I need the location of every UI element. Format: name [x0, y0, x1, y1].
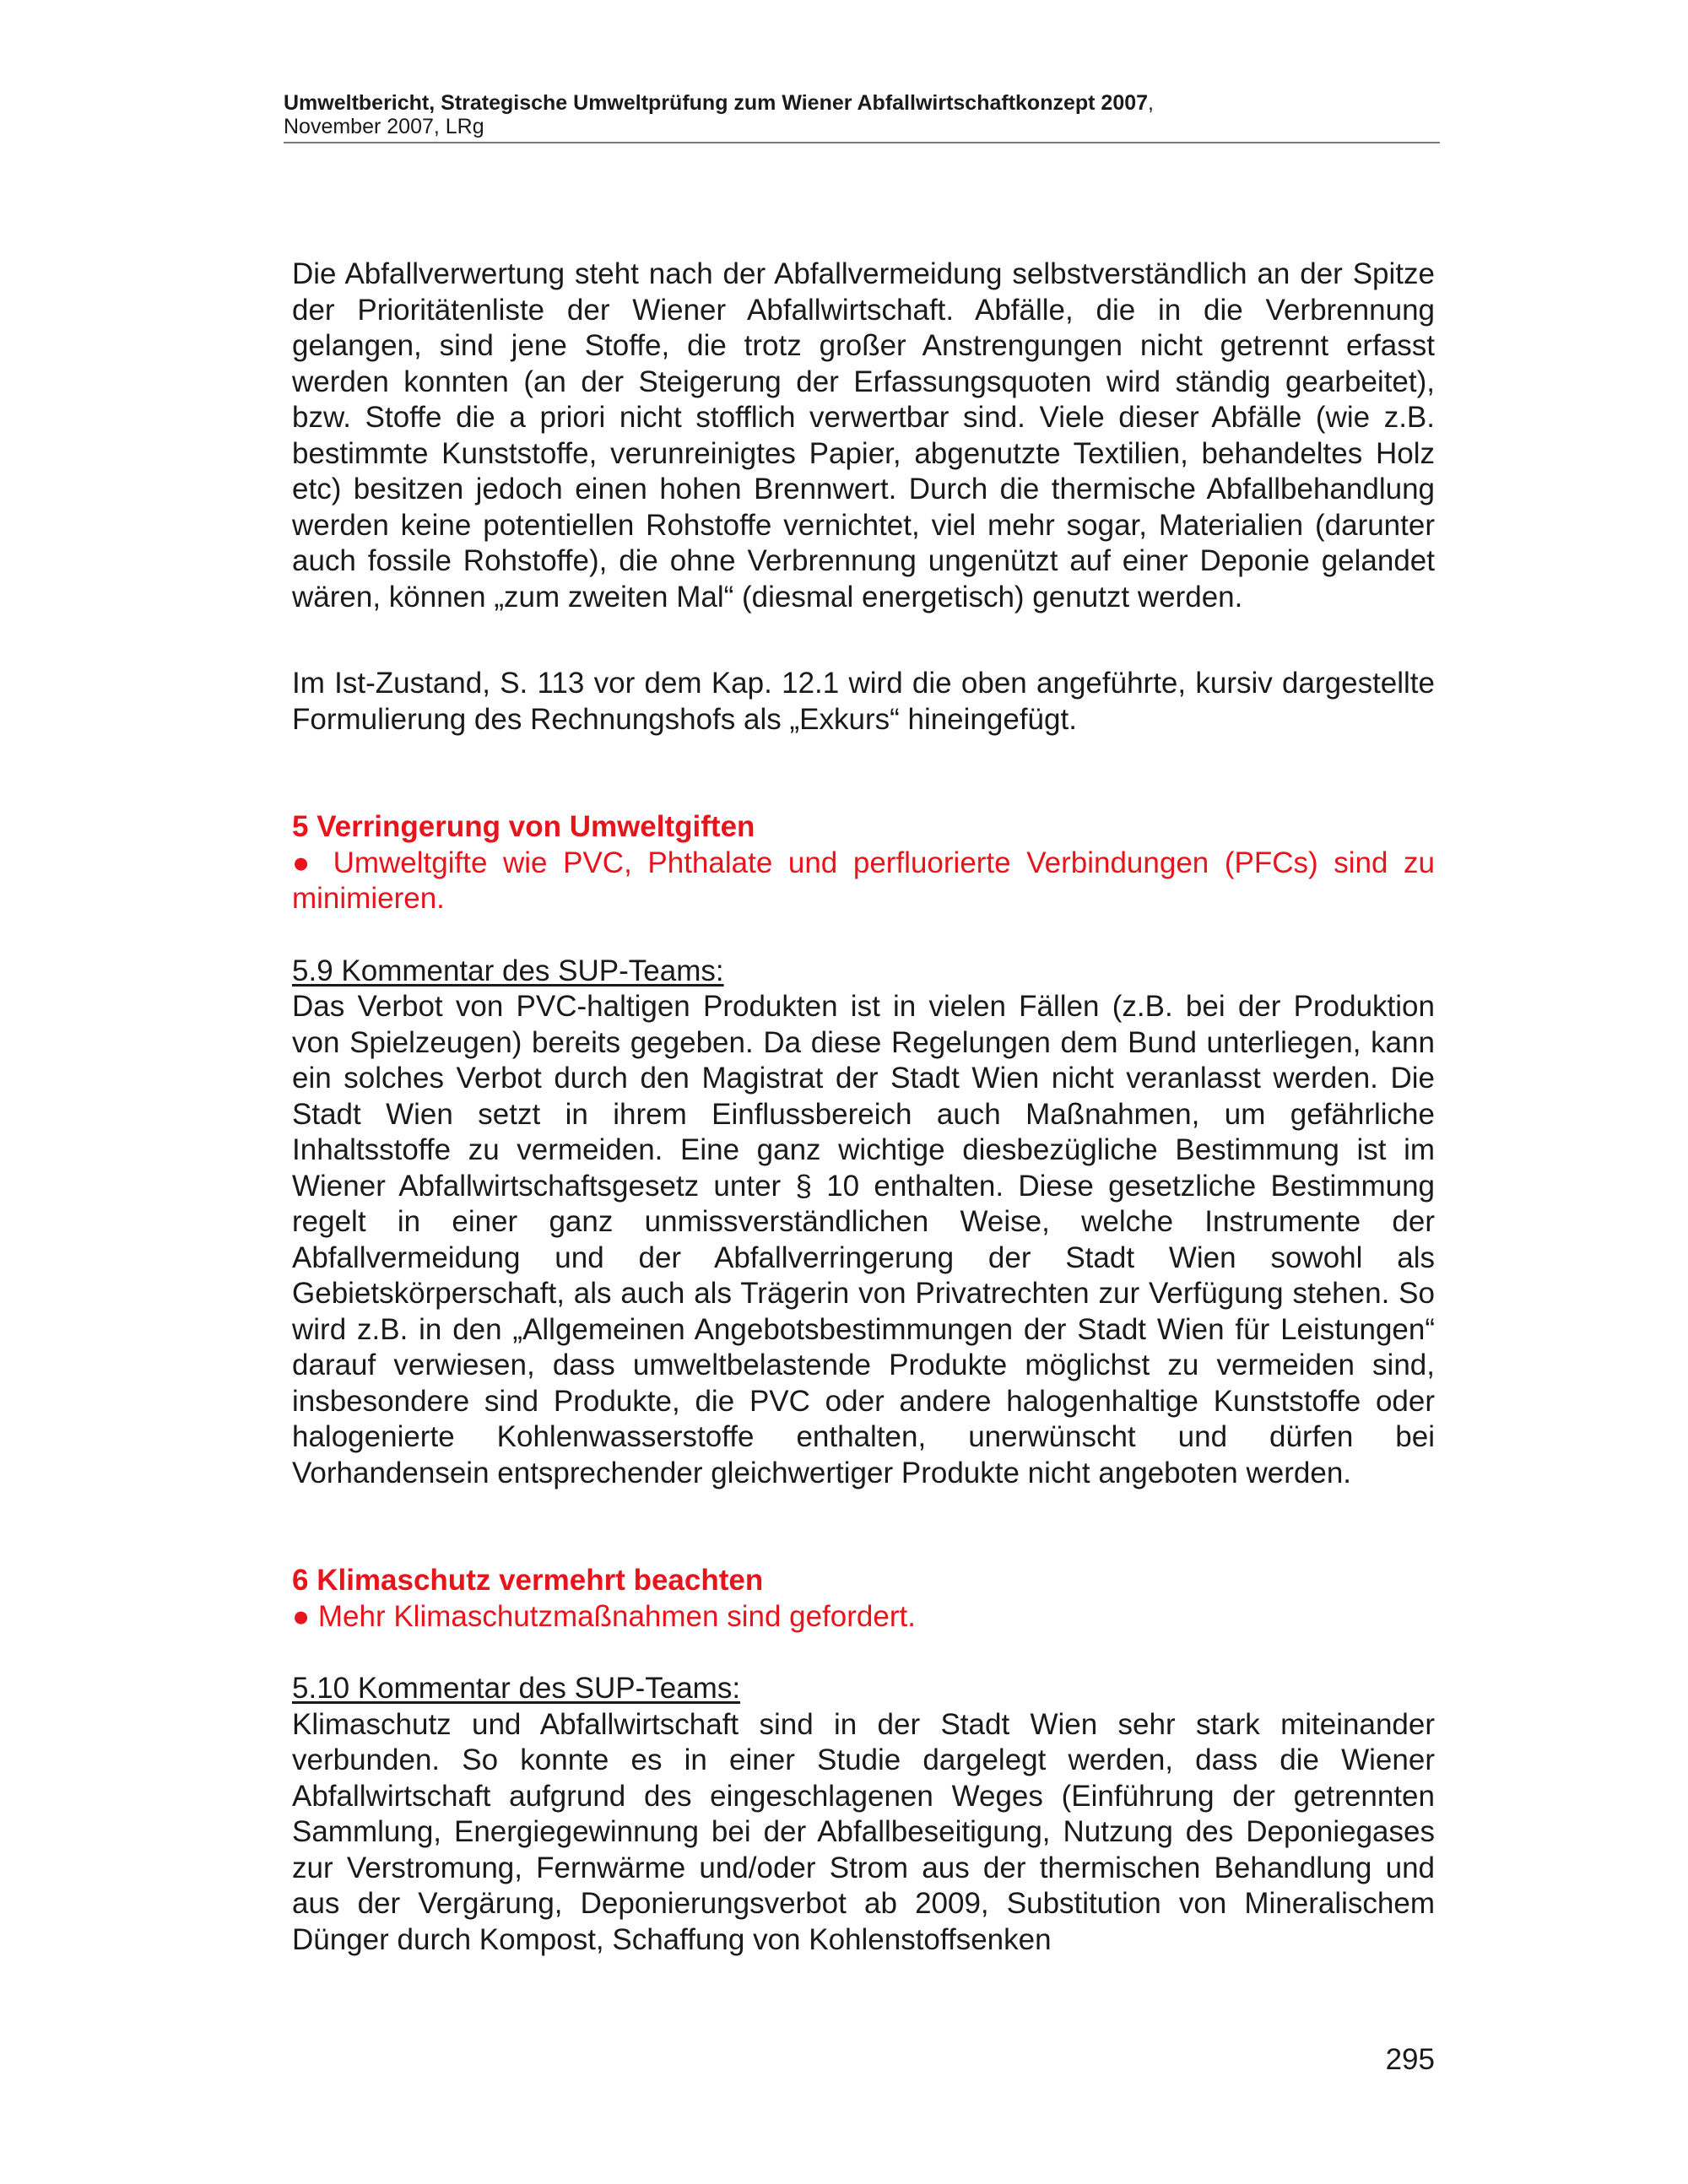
section-6-comment-heading: 5.10 Kommentar des SUP-Teams: — [292, 1672, 741, 1705]
section-5-comment-heading: 5.9 Kommentar des SUP-Teams: — [292, 954, 724, 987]
spacer — [292, 1491, 1435, 1563]
spacer — [292, 615, 1435, 666]
running-header — [284, 91, 1440, 143]
section-6-heading: 6 Klimaschutz vermehrt beachten — [292, 1564, 764, 1597]
section-5-heading: 5 Verringerung von Umweltgiften — [292, 810, 755, 843]
body-paragraph-ist-zustand: Im Ist-Zustand, S. 113 vor dem Kap. 12.1 wird die oben angeführte, kursiv dargestellte Formulierung des Rechnungshofs als „Exkurs“ hineingefügt. — [292, 667, 1435, 736]
spacer — [292, 917, 1435, 954]
body-paragraph-abfallverwertung: Die Abfallverwertung steht nach der Abfallvermeidung selbstverständlich an der Spitze der Prioritätenliste der Wiener Abfallwirtschaft. Abfälle, die in die Verbrennung gelangen, sind jene Stoffe, die trotz großer Anstrengungen nicht getrennt erfasst werden konnten (an der Steigerung der Erfassungsquoten wird ständig gearbeitet), bzw. Stoffe die a priori nicht stofflich verwertbar sind. Viele dieser Abfälle (wie z.B. bestimmte Kunststoffe, verunreinigtes Papier, abgenutzte Textilien, behandeltes Holz etc) besitzen jedoch einen hohen Brennwert. Durch die thermische Abfallbehandlung werden keine potentiellen Rohstoffe vernichtet, viel mehr sogar, Materialien (darunter auch fossile Rohstoffe), die ohne Verbrennung ungenützt auf einer Deponie gelandet wären, können „zum zweiten Mal“ (diesmal energetisch) genutzt werden. — [292, 257, 1435, 614]
section-5-bullet: ● Umweltgifte wie PVC, Phthalate und perfluorierte Verbindungen (PFCs) sind zu minimieren. — [292, 846, 1435, 915]
section-5 — [292, 809, 1435, 1491]
section-6-bullet: ● Mehr Klimaschutzmaßnahmen sind gefordert. — [292, 1599, 916, 1633]
spacer — [292, 738, 1435, 809]
page-body — [292, 257, 1435, 1958]
spacer — [292, 1635, 1435, 1671]
header-title-suffix: , — [1148, 91, 1154, 115]
page-number: 295 — [1385, 2043, 1435, 2076]
section-6-comment-text: Klimaschutz und Abfallwirtschaft sind in der Stadt Wien sehr stark miteinander verbunden. So konnte es in einer Studie dargelegt werden, dass die Wiener Abfallwirtschaft aufgrund des eingeschlagenen Weges (Einführung der getrennten Sammlung, Energiegewinnung bei der Abfallbeseitigung, Nutzung des Deponiegases zur Verstromung, Fernwärme und/oder Strom aus der thermischen Behandlung und aus der Vergärung, Deponierungsverbot ab 2009, Substitution von Mineralischem Dünger durch Kompost, Schaffung von Kohlenstoffsenken — [292, 1707, 1435, 1956]
header-title: Umweltbericht, Strategische Umweltprüfung zum Wiener Abfallwirtschaftkonzept 2007 — [284, 91, 1149, 115]
header-date-line: November 2007, LRg — [284, 115, 484, 138]
header-title-line — [284, 91, 1440, 115]
section-5-comment-text: Das Verbot von PVC-haltigen Produkten ist in vielen Fällen (z.B. bei der Produktion von Spielzeugen) bereits gegeben. Da diese Regelungen dem Bund unterliegen, kann ein solches Verbot durch den Magistrat der Stadt Wien nicht veranlasst werden. Die Stadt Wien setzt in ihrem Einflussbereich auch Maßnahmen, um gefährliche Inhaltsstoffe zu vermeiden. Eine ganz wichtige diesbezügliche Bestimmung ist im Wiener Abfallwirtschaftsgesetz unter § 10 enthalten. Diese gesetzliche Bestimmung regelt in einer ganz unmissverständlichen Weise, welche Instrumente der Abfallvermeidung und der Abfallverringerung der Stadt Wien sowohl als Gebietskörperschaft, als auch als Trägerin von Privatrechten zur Verfügung stehen. So wird z.B. in den „Allgemeinen Angebotsbestimmungen der Stadt Wien für Leistungen“ darauf verwiesen, dass umweltbelastende Produkte möglichst zu vermeiden sind, insbesondere sind Produkte, die PVC oder andere halogenhaltige Kunststoffe oder halogenierte Kohlenwasserstoffe enthalten, unerwünscht und dürfen bei Vorhandensein entsprechender gleichwertiger Produkte nicht angeboten werden. — [292, 990, 1435, 1489]
section-6 — [292, 1563, 1435, 1958]
